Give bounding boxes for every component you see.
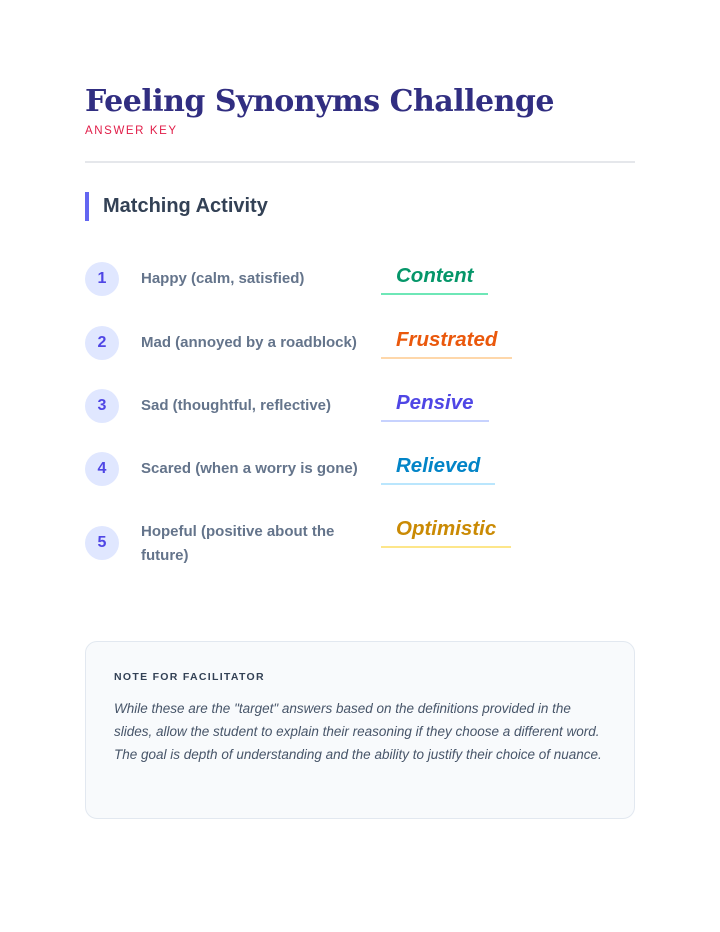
item-clue: Scared (when a worry is gone) xyxy=(141,460,358,477)
item-clue: Sad (thoughtful, reflective) xyxy=(141,397,332,414)
item-number-badge: 1 xyxy=(85,262,119,296)
facilitator-note xyxy=(85,641,635,819)
section-accent-bar xyxy=(85,192,89,221)
section-heading: Matching Activity xyxy=(103,195,268,217)
item-clue: Hopeful (positive about the future) xyxy=(141,523,335,564)
matching-item xyxy=(85,262,635,322)
item-answer: Relieved xyxy=(381,452,495,485)
matching-item xyxy=(85,326,635,386)
item-answer: Pensive xyxy=(381,389,489,422)
header-divider xyxy=(85,161,635,163)
item-number-badge: 3 xyxy=(85,389,119,423)
item-answer: Content xyxy=(381,262,488,295)
page-subtitle: ANSWER KEY xyxy=(85,125,178,137)
page-title: Feeling Synonyms Challenge xyxy=(85,84,554,119)
item-clue: Mad (annoyed by a roadblock) xyxy=(141,334,357,351)
item-answer: Frustrated xyxy=(381,326,512,359)
item-number-badge: 4 xyxy=(85,452,119,486)
note-label: NOTE FOR FACILITATOR xyxy=(114,671,265,683)
matching-item xyxy=(85,389,635,449)
note-text: While these are the "target" answers based on the definitions provided in the slides, allow the student to explain their reasoning if they choose a different word. The goal is depth of understanding and the ability to justify their choice of nuance. xyxy=(114,701,602,762)
item-answer: Optimistic xyxy=(381,515,511,548)
matching-item xyxy=(85,515,635,575)
matching-item xyxy=(85,452,635,512)
item-number-badge: 5 xyxy=(85,526,119,560)
item-number-badge: 2 xyxy=(85,326,119,360)
item-clue: Happy (calm, satisfied) xyxy=(141,270,305,287)
